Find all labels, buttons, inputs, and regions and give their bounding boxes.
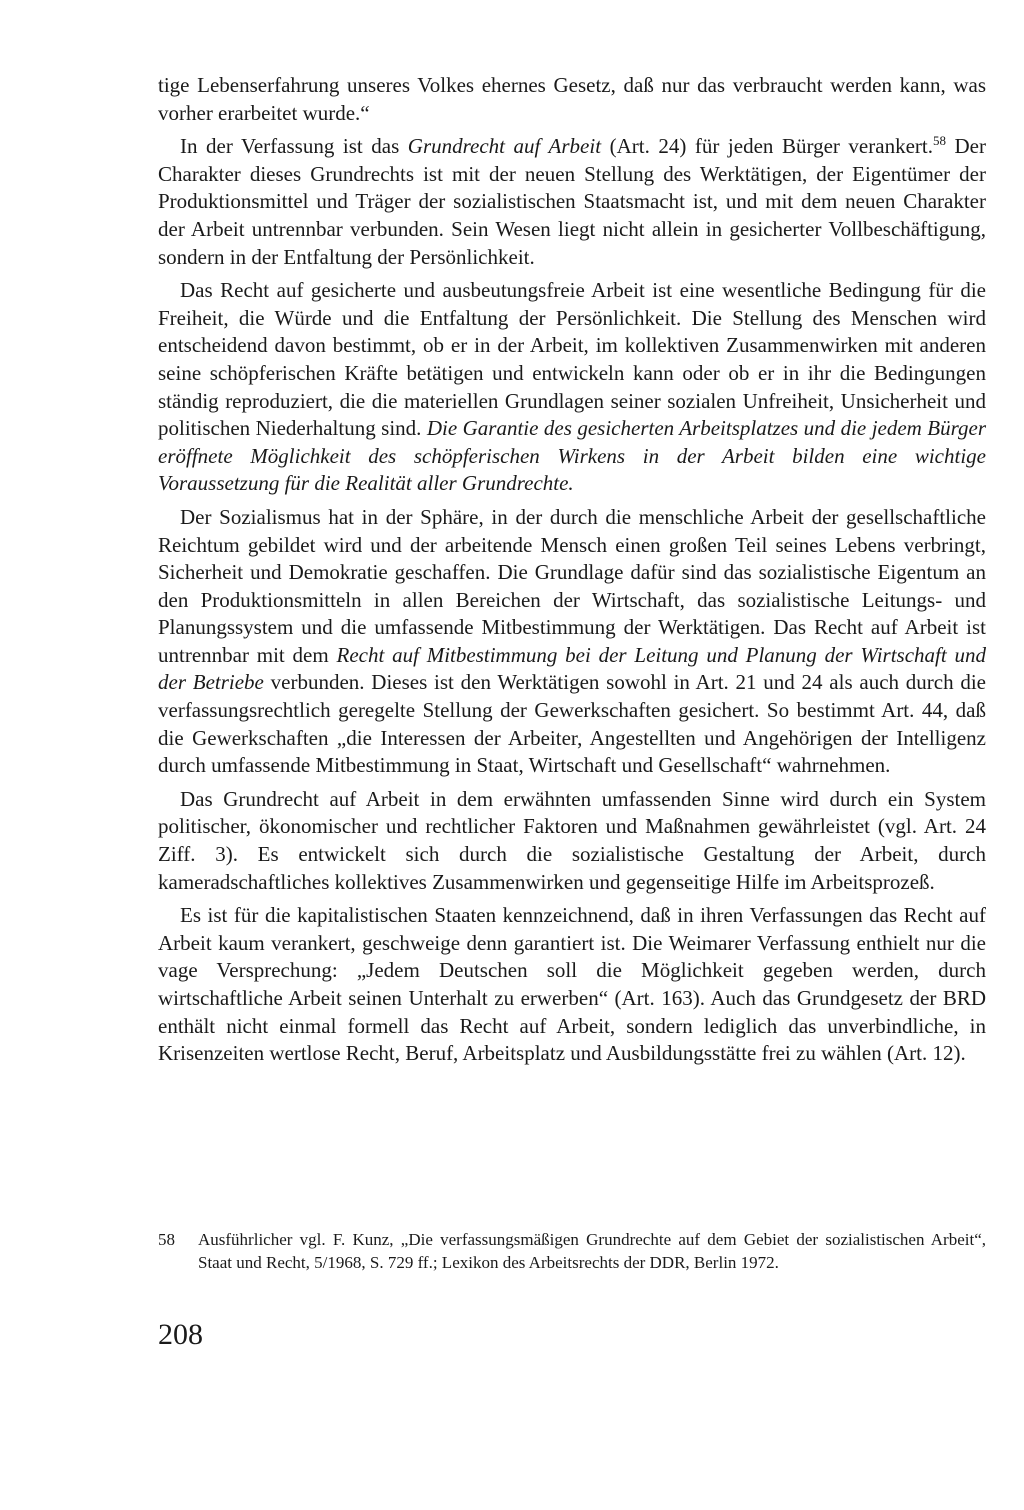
paragraph-5 (158, 786, 986, 896)
body-text (158, 72, 986, 1068)
paragraph-2 (158, 133, 986, 271)
footnote-number: 58 (158, 1230, 175, 1249)
paragraph-3-emphasis: Die Garantie des gesicherten Arbeitsplatzes und die jedem Bürger eröffnete Möglichkeit des schöpferischen Wirkens in der Arbeit bilden eine wichtige Voraussetzung für die Realität aller Grundrechte. (158, 416, 986, 496)
paragraph-3-text: Das Recht auf gesicherte und ausbeutungsfreie Arbeit ist eine wesentliche Bedingung für die Freiheit, die Würde und die Entfaltung der Persönlichkeit. Die Stellung des Menschen wird entscheidend davon bestimmt, ob er in der Arbeit, im kollektiven Zusammenwirken mit anderen seine schöpferischen Kräfte betätigen und entwickeln kann oder ob er in ihr die Bedingungen ständig reproduziert, die die materiellen Grundlagen seiner sozialen Unfreiheit, Unsicherheit und politischen Niederhaltung sind. (158, 278, 986, 441)
footnote (158, 1228, 986, 1274)
paragraph-4-emphasis: Recht auf Mitbestimmung bei der Leitung und Planung der Wirtschaft und der Betriebe (158, 642, 987, 695)
paragraph-3 (158, 277, 986, 498)
paragraph-2-text-a: In der Verfassung ist das (180, 134, 408, 159)
paragraph-2-text-b: (Art. 24) für jeden Bürger verankert. (601, 134, 933, 159)
paragraph-2-emphasis: Grundrecht auf Arbeit (407, 134, 602, 159)
paragraph-4 (158, 504, 986, 780)
paragraph-1 (158, 72, 986, 127)
footnote-text: Ausführlicher vgl. F. Kunz, „Die verfassungsmäßigen Grundrechte auf dem Gebiet der sozialistischen Arbeit“, Staat und Recht, 5/1968, S. 729 ff.; Lexikon des Arbeitsrechts der DDR, Berlin 1972. (198, 1230, 986, 1272)
paragraph-5-text: Das Grundrecht auf Arbeit in dem erwähnten umfassenden Sinne wird durch ein System politischer, ökonomischer und rechtlicher Faktoren und Maßnahmen gewährleistet (vgl. Art. 24 Ziff. 3). Es entwickelt sich durch die sozialistische Gestaltung der Arbeit, durch kameradschaftliches kollektives Zusammenwirken und gegenseitige Hilfe im Arbeitsprozeß. (158, 786, 986, 894)
paragraph-4-text-a: Der Sozialismus hat in der Sphäre, in der durch die menschliche Arbeit der gesellschaftliche Reichtum gebildet wird und der arbeitende Mensch einen großen Teil seines Lebens verbringt, Sicherheit und Demokratie geschaffen. Die Grundlage dafür sind das sozialistische Eigentum an den Produktionsmitteln in allen Bereichen der Wirtschaft, das sozialistische Leitungs- und Planungssystem und die umfassende Mitbestimmung der Werktätigen. Das Recht auf Arbeit ist untrennbar mit dem (158, 504, 986, 667)
paragraph-1-text: tige Lebenserfahrung unseres Volkes ehernes Gesetz, daß nur das verbraucht werden kann, was vorher erarbeitet wurde.“ (158, 73, 986, 125)
paragraph-4-text-b: verbunden. Dieses ist den Werktätigen sowohl in Art. 21 und 24 als auch durch die verfassungsrechtlich geregelte Stellung der Gewerkschaften gesichert. So bestimmt Art. 44, daß die Gewerkschaften „die Interessen der Arbeiter, Angestellten und Angehörigen der Intelligenz durch umfassende Mitbestimmung in Staat, Wirtschaft und Gesellschaft“ wahrnehmen. (158, 670, 986, 778)
page-number: 208 (158, 1318, 203, 1351)
paragraph-2-text-c: Der Charakter dieses Grundrechts ist mit der neuen Stellung des Werktätigen, der Eigentümer der Produktionsmittel und Träger der sozialistischen Staatsmacht ist, und mit dem neuen Charakter der Arbeit untrennbar verbunden. Sein Wesen liegt nicht allein in gesicherter Vollbeschäftigung, sondern in der Entfaltung der Persönlichkeit. (158, 134, 986, 269)
paragraph-6 (158, 902, 986, 1068)
paragraph-6-text: Es ist für die kapitalistischen Staaten kennzeichnend, daß in ihren Verfassungen das Recht auf Arbeit kaum verankert, geschweige denn garantiert ist. Die Weimarer Verfassung enthielt nur die vage Versprechung: „Jedem Deutschen soll die Möglichkeit gegeben werden, durch wirtschaftliche Arbeit seinen Unterhalt zu erwerben“ (Art. 163). Auch das Grundgesetz der BRD enthält nicht einmal formell das Recht auf Arbeit, sondern lediglich das unverbindliche, in Krisenzeiten wertlose Recht, Beruf, Arbeitsplatz und Ausbildungsstätte frei zu wählen (Art. 12). (158, 903, 986, 1066)
footnote-reference: 58 (932, 133, 946, 149)
